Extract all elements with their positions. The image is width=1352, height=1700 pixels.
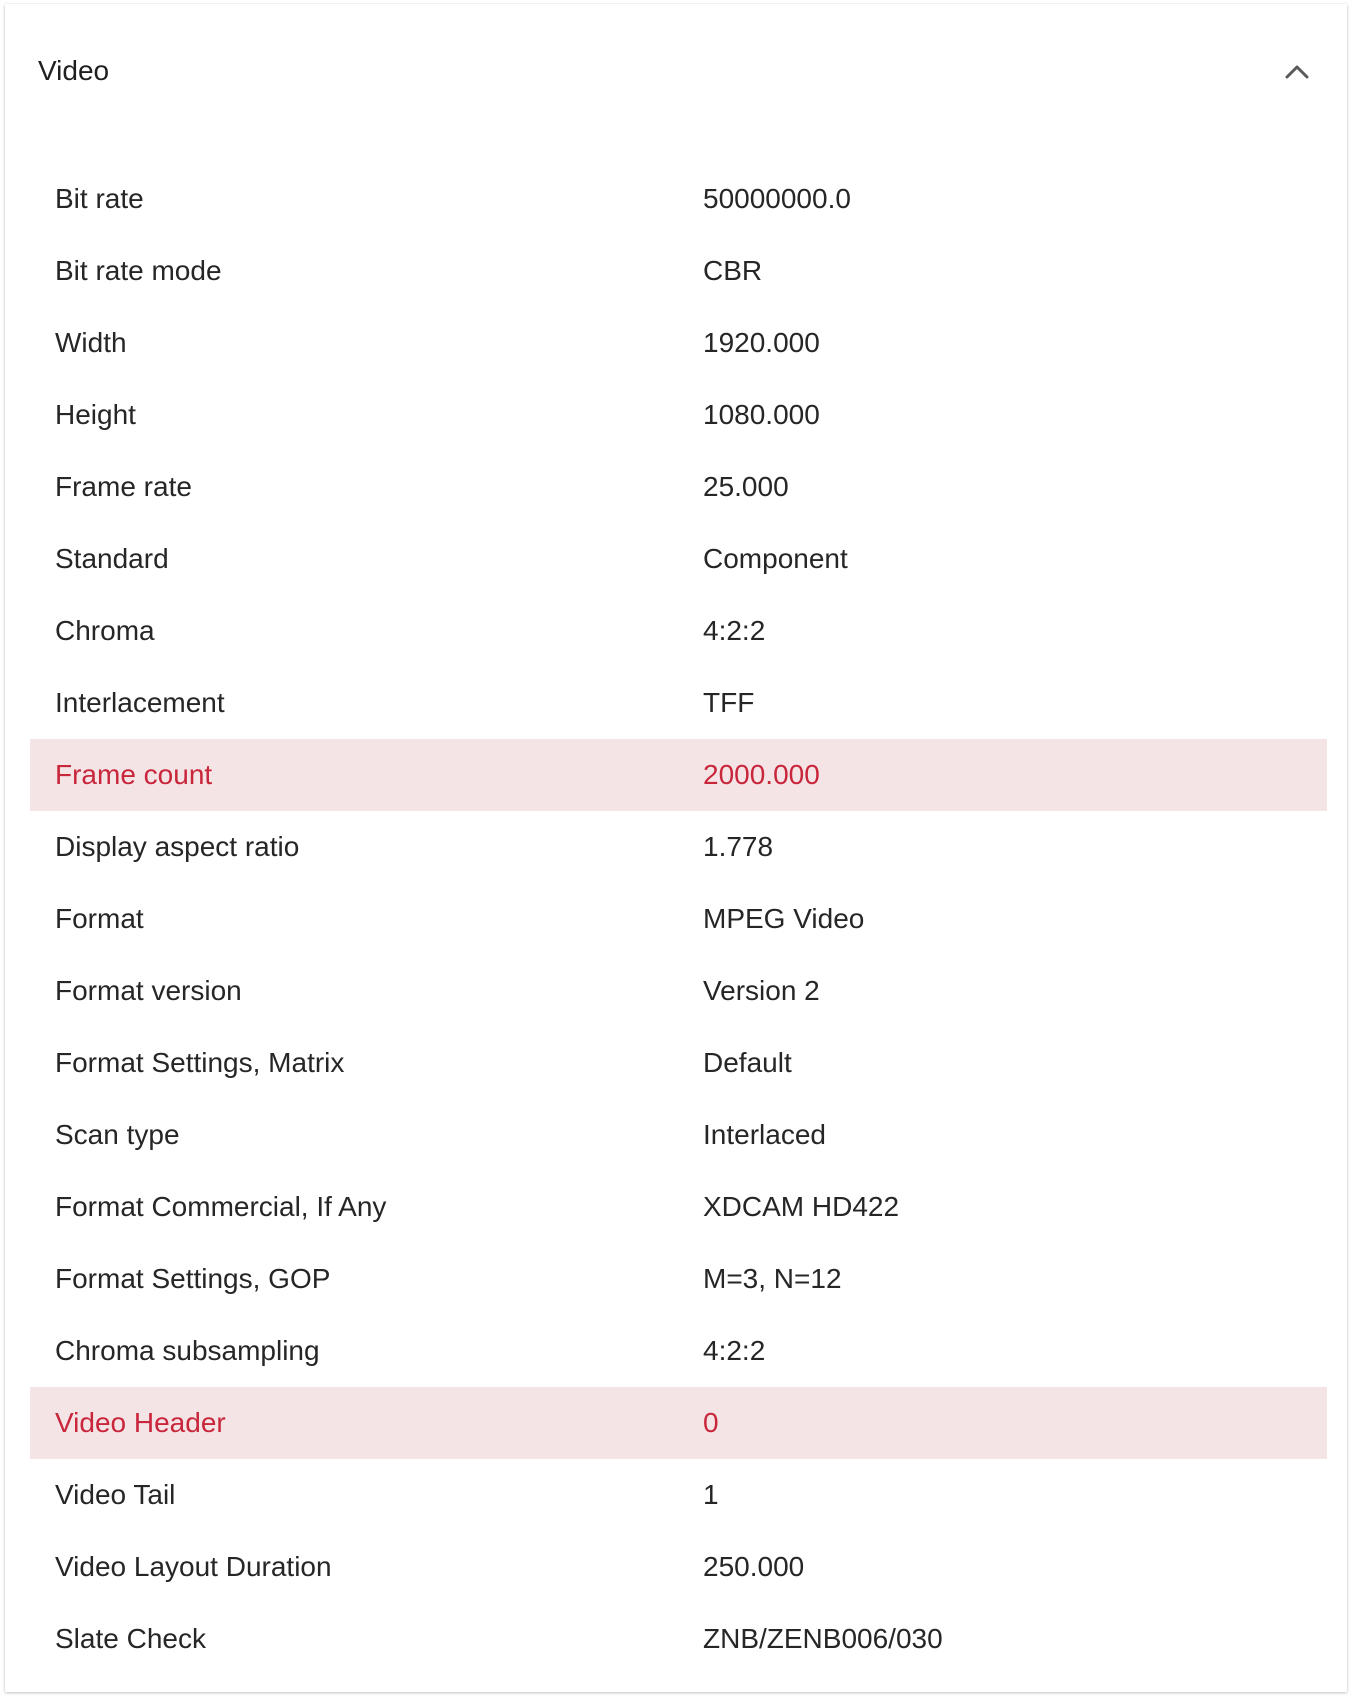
property-value: 1: [703, 1479, 719, 1510]
property-label: Bit rate mode: [55, 255, 222, 286]
property-value: 1.778: [703, 831, 774, 862]
property-label: Bit rate: [55, 183, 144, 214]
property-row: [30, 1243, 1327, 1315]
property-row: [30, 1171, 1327, 1243]
property-row: [30, 307, 1327, 379]
property-label: Video Layout Duration: [55, 1551, 332, 1582]
property-value: M=3, N=12: [703, 1263, 842, 1294]
property-row: [30, 523, 1327, 595]
property-value: 1920.000: [703, 327, 820, 358]
property-value: 4:2:2: [703, 615, 766, 646]
property-row: [30, 739, 1327, 811]
property-label: Format Commercial, If Any: [55, 1191, 387, 1222]
panel-title: Video: [38, 55, 110, 86]
property-row: [30, 955, 1327, 1027]
property-label: Format version: [55, 975, 242, 1006]
property-row: [30, 163, 1327, 235]
property-label: Format Settings, GOP: [55, 1263, 331, 1294]
property-row: [30, 811, 1327, 883]
property-value: 250.000: [703, 1551, 805, 1582]
property-value: 0: [703, 1407, 719, 1438]
property-value: Default: [703, 1047, 792, 1078]
property-label: Video Tail: [55, 1479, 176, 1510]
property-row: [30, 595, 1327, 667]
property-value: 4:2:2: [703, 1335, 766, 1366]
property-row: [30, 883, 1327, 955]
property-label: Display aspect ratio: [55, 831, 300, 862]
property-label: Chroma subsampling: [55, 1335, 320, 1366]
property-label: Video Header: [55, 1407, 226, 1438]
video-metadata-panel: [5, 4, 1347, 1692]
property-list: [30, 163, 1327, 1675]
collapse-toggle-button[interactable]: [1279, 54, 1315, 90]
property-row: [30, 1459, 1327, 1531]
property-label: Standard: [55, 543, 169, 574]
property-value: 50000000.0: [703, 183, 851, 214]
property-label: Interlacement: [55, 687, 225, 718]
property-row: [30, 235, 1327, 307]
property-label: Format Settings, Matrix: [55, 1047, 345, 1078]
property-row: [30, 451, 1327, 523]
property-label: Slate Check: [55, 1623, 206, 1654]
panel-header[interactable]: [5, 4, 1347, 134]
property-label: Height: [55, 399, 136, 430]
property-value: Component: [703, 543, 848, 574]
property-row: [30, 379, 1327, 451]
property-label: Chroma: [55, 615, 155, 646]
property-value: MPEG Video: [703, 903, 865, 934]
property-value: ZNB/ZENB006/030: [703, 1623, 943, 1654]
property-value: 25.000: [703, 471, 789, 502]
property-label: Format: [55, 903, 144, 934]
chevron-up-icon: [1284, 64, 1310, 80]
property-value: TFF: [703, 687, 755, 718]
property-row: [30, 667, 1327, 739]
property-value: Version 2: [703, 975, 820, 1006]
property-value: 2000.000: [703, 759, 820, 790]
property-label: Frame rate: [55, 471, 192, 502]
property-value: Interlaced: [703, 1119, 826, 1150]
property-value: CBR: [703, 255, 763, 286]
property-row: [30, 1603, 1327, 1675]
property-value: XDCAM HD422: [703, 1191, 900, 1222]
property-row: [30, 1531, 1327, 1603]
property-row: [30, 1099, 1327, 1171]
property-label: Scan type: [55, 1119, 180, 1150]
property-label: Frame count: [55, 759, 213, 790]
property-row: [30, 1315, 1327, 1387]
property-row: [30, 1027, 1327, 1099]
property-row: [30, 1387, 1327, 1459]
property-value: 1080.000: [703, 399, 820, 430]
property-label: Width: [55, 327, 127, 358]
